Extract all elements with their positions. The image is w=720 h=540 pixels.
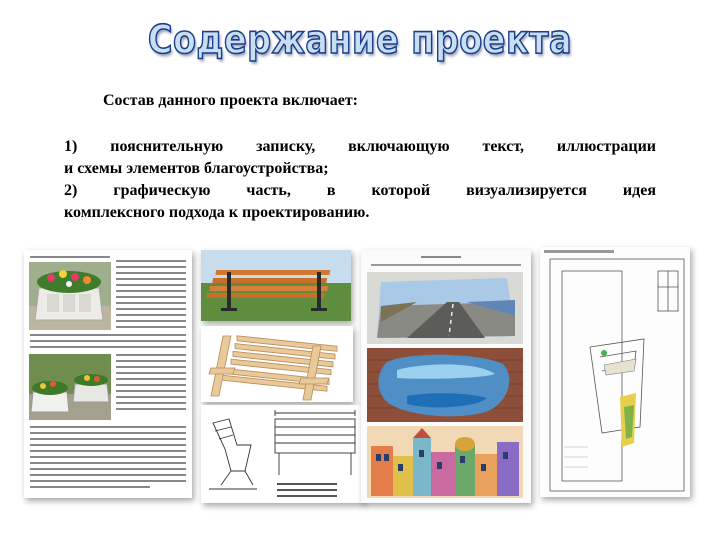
park-bench-photo bbox=[201, 250, 351, 321]
list-line-1: 1) пояснительную записку, включающую текст, иллюстрации bbox=[64, 138, 656, 155]
explanatory-note-page-image bbox=[24, 250, 192, 498]
slide-title: Содержание проекта bbox=[147, 18, 573, 63]
road-mural-image bbox=[367, 272, 523, 344]
planter-photo-1 bbox=[29, 262, 111, 330]
list-line-4: комплексного подхода к проектированию. bbox=[64, 204, 370, 221]
sea-mural-image bbox=[367, 348, 523, 422]
list-line-2: и схемы элементов благоустройства; bbox=[64, 160, 329, 177]
intro-text: Состав данного проекта включает: bbox=[103, 92, 359, 109]
planter-photo-2 bbox=[29, 354, 111, 420]
graphic-part-page-image bbox=[361, 250, 531, 503]
site-plan-image bbox=[540, 247, 690, 497]
bench-technical-drawing bbox=[201, 405, 364, 503]
list-line-3: 2) графическую часть, в которой визуализируется идея bbox=[64, 182, 656, 199]
wooden-bench-photo bbox=[201, 326, 353, 402]
town-painting-image bbox=[367, 426, 523, 498]
project-contents-list bbox=[64, 136, 656, 224]
